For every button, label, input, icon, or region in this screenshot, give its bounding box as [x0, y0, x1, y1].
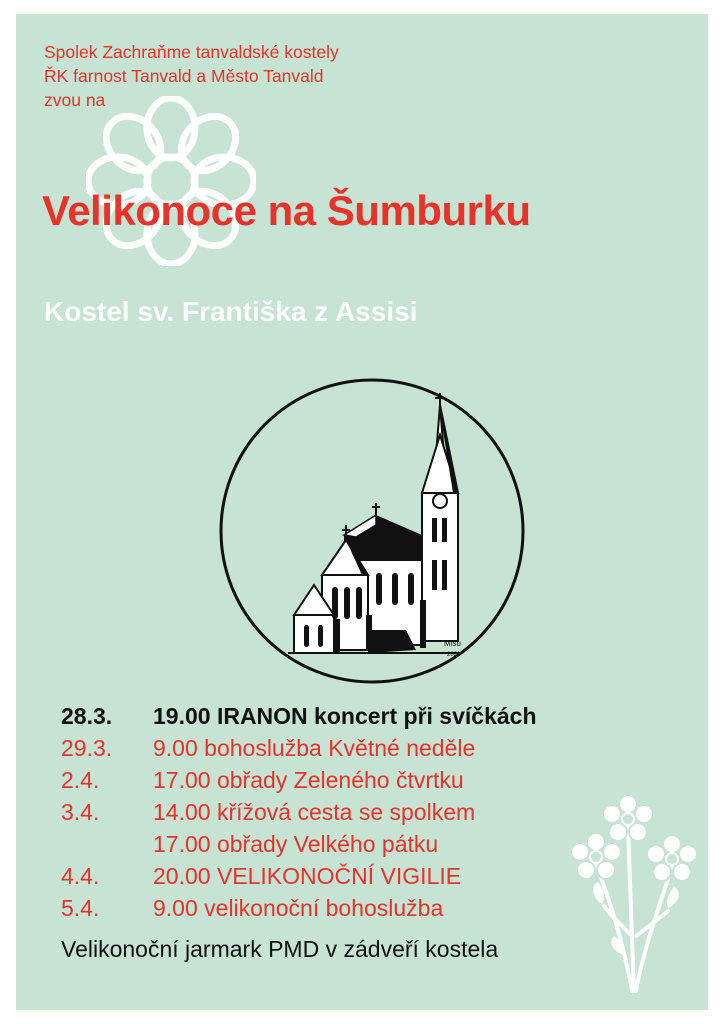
schedule-event: 9.00 bohoslužba Květné neděle: [153, 735, 476, 761]
flower-outline-icon: [86, 96, 256, 266]
schedule-date: 28.3.: [61, 703, 113, 729]
church-illustration: [216, 375, 528, 687]
schedule-date: 5.4.: [61, 895, 100, 921]
schedule-event: 17.00 obřady Velkého pátku: [153, 831, 439, 857]
schedule-date: 2.4.: [61, 767, 100, 793]
schedule-date: 4.4.: [61, 863, 100, 889]
schedule-event: 19.00 IRANON koncert při svíčkách: [153, 703, 537, 729]
poster: [16, 14, 708, 1010]
church-name: Kostel sv. Františka z Assisi: [44, 296, 418, 327]
schedule-date: 3.4.: [61, 799, 100, 825]
event-title: Velikonoce na Šumburku: [42, 187, 531, 234]
organizer-line-1: Spolek Zachraňme tanvaldské kostely: [44, 42, 339, 62]
schedule-event: 14.00 křížová cesta se spolkem: [153, 799, 476, 825]
market-note: Velikonoční jarmark PMD v zádveří kostela: [61, 936, 499, 962]
artist-year: 2021: [447, 652, 461, 658]
schedule-event: 9.00 velikonoční bohoslužba: [153, 895, 444, 921]
artist-signature: Mišu: [444, 639, 461, 648]
schedule-event: 20.00 VELIKONOČNÍ VIGILIE: [153, 863, 462, 889]
schedule-date: 29.3.: [61, 735, 113, 761]
flower-bouquet-icon: [572, 786, 706, 996]
invite-line: zvou na: [44, 90, 106, 110]
schedule-event: 17.00 obřady Zeleného čtvrtku: [153, 767, 464, 793]
organizer-line-2: ŘK farnost Tanvald a Město Tanvald: [44, 66, 324, 86]
